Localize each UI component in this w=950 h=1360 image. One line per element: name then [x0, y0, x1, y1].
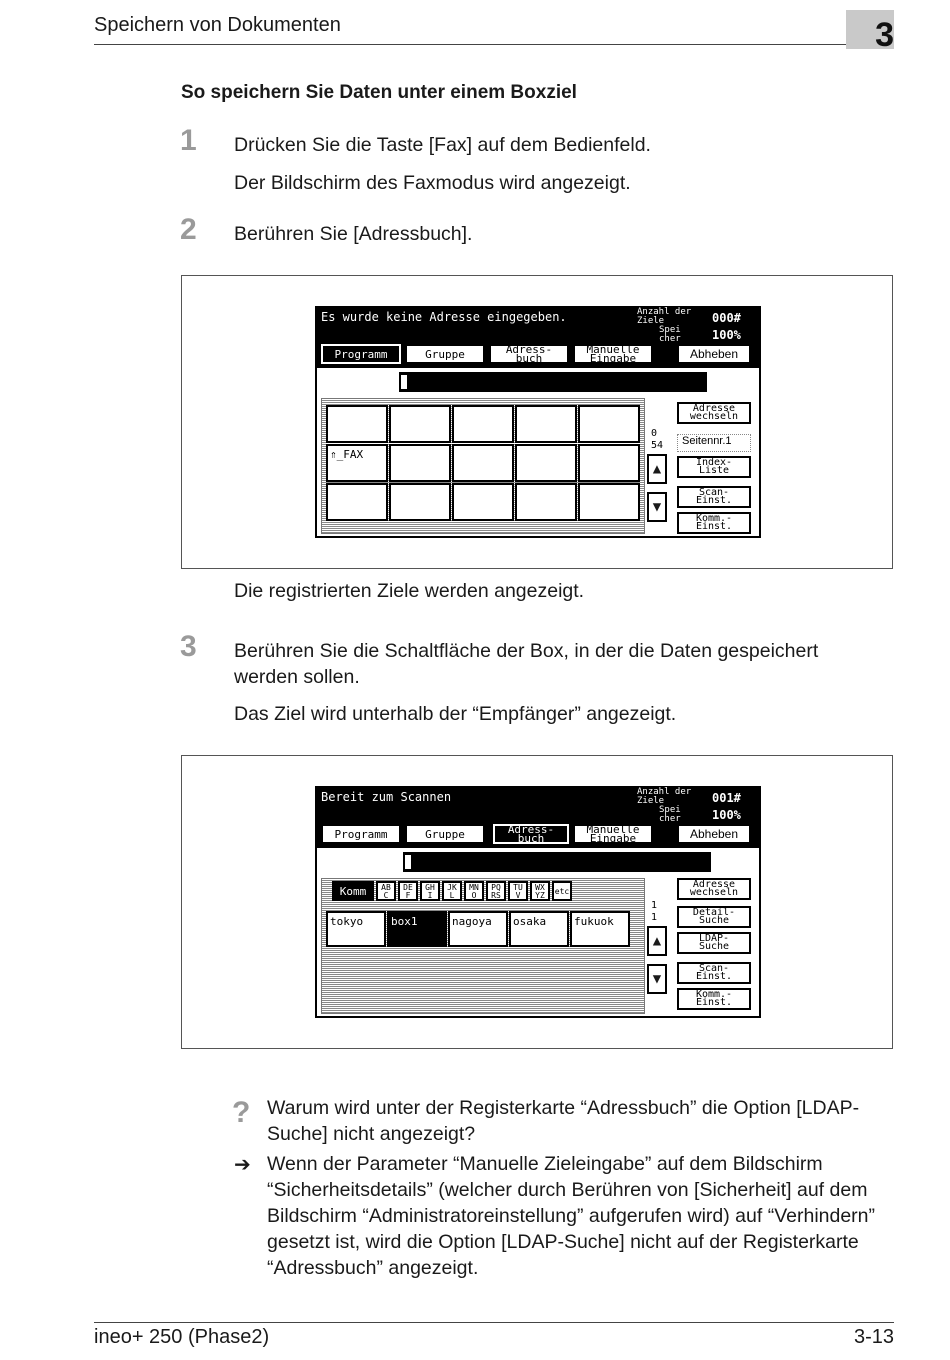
scroll-up-button[interactable] — [647, 926, 667, 956]
dest-cell[interactable] — [515, 444, 577, 482]
step-1-text: Drücken Sie die Taste [Fax] auf dem Bedienfeld. — [234, 134, 651, 156]
tab-adressbuch[interactable]: Adress- buch — [489, 344, 569, 364]
page-counter-bottom: 1 — [651, 912, 658, 923]
chapter-number: 3 — [875, 16, 894, 49]
tab-manuelle-eingabe[interactable]: Manuelle Eingabe — [573, 344, 653, 364]
alpha-key[interactable]: PQ RS — [486, 881, 506, 901]
box-cell-box1-selected[interactable]: box1 — [387, 911, 447, 947]
box-cell-fukuok[interactable]: fukuok — [570, 911, 630, 947]
dest-cell[interactable] — [389, 483, 451, 521]
alpha-key[interactable]: WX YZ — [530, 881, 550, 901]
dest-cell[interactable] — [515, 405, 577, 443]
scan-settings-button[interactable]: Scan- Einst. — [677, 486, 751, 508]
alpha-key[interactable]: AB C — [376, 881, 396, 901]
question-text: Warum wird unter der Registerkarte “Adressbuch” die Option [LDAP-Suche] nicht angezeigt? — [267, 1097, 860, 1145]
tab-manuelle-eingabe[interactable]: Manuelle Eingabe — [573, 824, 653, 844]
tab-gruppe[interactable]: Gruppe — [405, 344, 485, 364]
dest-cell[interactable] — [326, 483, 388, 521]
step-3-text: Berühren Sie die Schaltfläche der Box, in der die Daten gespeichert werden sollen. — [234, 640, 819, 688]
chapter-number-box — [846, 10, 894, 49]
box-cell-tokyo[interactable]: tokyo — [326, 911, 386, 947]
arrow-up-icon: ▲ — [652, 461, 662, 477]
scroll-down-button[interactable] — [647, 964, 667, 994]
tab-programm[interactable]: Programm — [321, 344, 401, 364]
alpha-key[interactable]: GH I — [420, 881, 440, 901]
fax-screen-1 — [315, 306, 761, 538]
cursor — [401, 375, 407, 389]
section-heading: So speichern Sie Daten unter einem Boxziel — [181, 82, 577, 103]
arrow-down-icon: ▼ — [652, 499, 662, 515]
detail-search-button[interactable]: Detail- Suche — [677, 906, 751, 928]
scan-settings-button[interactable]: Scan- Einst. — [677, 962, 751, 984]
footer-rule — [94, 1322, 894, 1323]
header-rule — [94, 44, 894, 45]
box-cell-nagoya[interactable]: nagoya — [448, 911, 508, 947]
screen-work-area — [317, 368, 759, 536]
address-input[interactable] — [403, 852, 711, 872]
memory-label: Spei cher — [659, 805, 681, 824]
count-value: 000# — [712, 311, 741, 325]
destination-grid — [321, 398, 645, 534]
alpha-key[interactable]: JK L — [442, 881, 462, 901]
step-number-2: 2 — [180, 213, 197, 246]
page-counter-bottom: 54 — [651, 440, 664, 451]
page-counter-top: 0 — [651, 428, 658, 439]
alpha-key[interactable]: MN O — [464, 881, 484, 901]
comm-settings-button[interactable]: Komm.- Einst. — [677, 988, 751, 1010]
arrow-right-icon: ➔ — [234, 1154, 251, 1176]
address-input[interactable] — [399, 372, 707, 392]
tab-programm[interactable]: Programm — [321, 824, 401, 844]
alpha-key[interactable]: DE F — [398, 881, 418, 901]
memory-value: 100% — [712, 808, 741, 822]
count-label: Anzahl der Ziele — [637, 307, 692, 326]
section-title: Speichern von Dokumenten — [94, 14, 341, 36]
figure-1-caption: Die registrierten Ziele werden angezeigt. — [234, 580, 585, 602]
memory-value: 100% — [712, 328, 741, 342]
scroll-up-button[interactable] — [647, 454, 667, 484]
screen-message: Bereit zum Scannen — [321, 790, 452, 804]
cursor — [405, 855, 411, 869]
dest-cell[interactable] — [578, 444, 640, 482]
dest-cell[interactable] — [515, 483, 577, 521]
arrow-up-icon: ▲ — [652, 933, 662, 949]
dest-cell[interactable] — [389, 405, 451, 443]
comm-settings-button[interactable]: Komm.- Einst. — [677, 512, 751, 534]
alpha-key-etc[interactable]: etc — [552, 881, 572, 901]
answer-text: Wenn der Parameter “Manuelle Zieleingabe” auf dem Bildschirm “Sicherheitsdetails” (welcher durch Berühren von [Sicherheit] auf dem Bildschirm “Administratoreinstellung” aufgerufen wird) auf “Verhindern” gesetzt ist, wird die Option [LDAP-Suche] nicht auf der Registerkarte “Adressbuch” angezeigt. — [267, 1153, 876, 1279]
step-number-1: 1 — [180, 124, 197, 157]
step-number-3: 3 — [180, 630, 197, 663]
footer-product: ineo+ 250 (Phase2) — [94, 1326, 270, 1348]
screen-work-area — [317, 848, 759, 1016]
index-list-button[interactable]: Index- Liste — [677, 456, 751, 478]
step-1-result: Der Bildschirm des Faxmodus wird angezeigt. — [234, 172, 631, 194]
fax-screen-2 — [315, 786, 761, 1018]
alpha-key-komm[interactable]: Komm — [332, 881, 374, 901]
count-value: 001# — [712, 791, 741, 805]
dest-cell[interactable] — [389, 444, 451, 482]
screen-message: Es wurde keine Adresse eingegeben. — [321, 310, 567, 324]
page-number-label: Seitennr.1 — [677, 434, 751, 452]
alpha-key[interactable]: TU V — [508, 881, 528, 901]
question-mark-icon: ? — [232, 1096, 251, 1129]
change-address-button[interactable]: Adresse wechseln — [677, 402, 751, 424]
cancel-button[interactable]: Abheben — [677, 824, 751, 844]
count-label: Anzahl der Ziele — [637, 787, 692, 806]
tab-gruppe[interactable]: Gruppe — [405, 824, 485, 844]
dest-cell[interactable] — [452, 483, 514, 521]
cancel-button[interactable]: Abheben — [677, 344, 751, 364]
dest-cell[interactable] — [578, 405, 640, 443]
page-counter-top: 1 — [651, 900, 658, 911]
change-address-button[interactable]: Adresse wechseln — [677, 878, 751, 900]
dest-cell[interactable] — [452, 444, 514, 482]
box-list-area — [321, 878, 645, 1014]
scroll-down-button[interactable] — [647, 492, 667, 522]
tab-adressbuch[interactable]: Adress- buch — [493, 824, 569, 844]
figure-2-frame — [181, 755, 893, 1049]
arrow-down-icon: ▼ — [652, 971, 662, 987]
memory-label: Spei cher — [659, 325, 681, 344]
figure-1-frame — [181, 275, 893, 569]
step-3-result: Das Ziel wird unterhalb der “Empfänger” angezeigt. — [234, 703, 677, 725]
footer-page-number: 3-13 — [853, 1326, 894, 1348]
dest-cell[interactable] — [578, 483, 640, 521]
box-cell-osaka[interactable]: osaka — [509, 911, 569, 947]
dest-cell[interactable] — [452, 405, 514, 443]
ldap-search-button[interactable]: LDAP- Suche — [677, 932, 751, 954]
step-2-text: Berühren Sie [Adressbuch]. — [234, 223, 473, 245]
dest-cell[interactable] — [326, 405, 388, 443]
dest-cell-fax[interactable]: ⇑_FAX — [326, 444, 388, 482]
